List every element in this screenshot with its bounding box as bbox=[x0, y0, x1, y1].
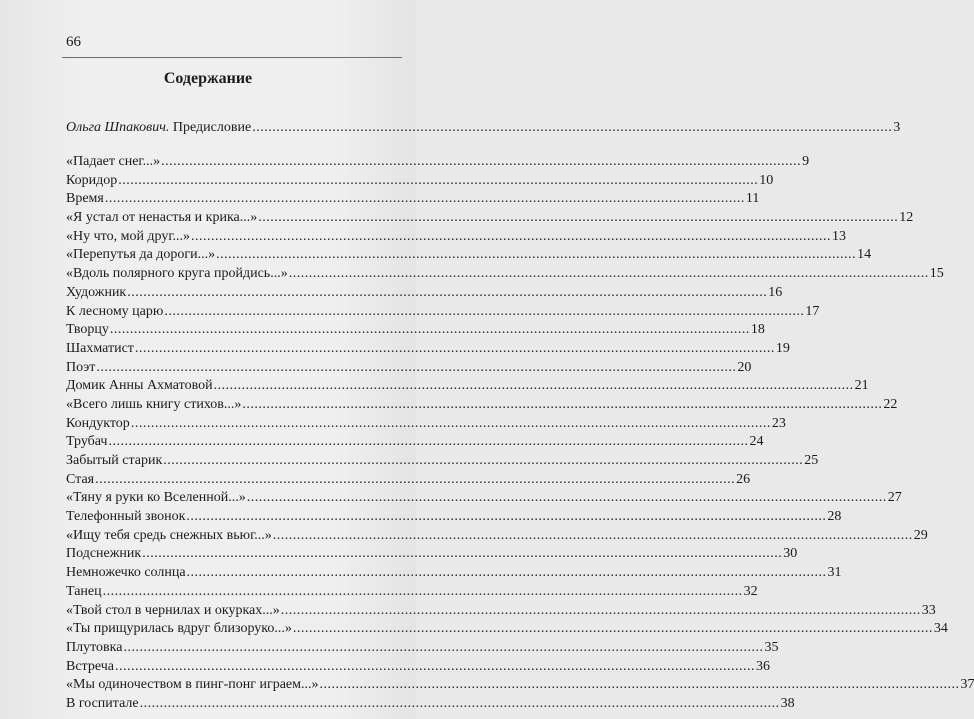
dot-leader: ................................................................................................................................................................ bbox=[123, 639, 764, 655]
contents-list bbox=[66, 154, 974, 715]
entry-page: 28 bbox=[827, 509, 842, 525]
entry-page: 35 bbox=[764, 639, 779, 655]
entry-title: «Я устал от ненастья и крика...» bbox=[66, 210, 258, 226]
entry-page: 17 bbox=[805, 303, 820, 319]
dot-leader: ................................................................................................................................................................ bbox=[258, 210, 899, 226]
contents-entry bbox=[66, 453, 819, 472]
contents-entry bbox=[66, 546, 798, 565]
entry-page: 37 bbox=[960, 677, 974, 693]
entry-title: Время bbox=[66, 191, 104, 207]
contents-entry bbox=[66, 565, 842, 584]
entry-title: «Вдоль полярного круга пройдись...» bbox=[66, 266, 288, 282]
contents-entry bbox=[66, 378, 869, 397]
entry-title: Телефонный звонок bbox=[66, 509, 186, 525]
entry-title: Художник bbox=[66, 284, 127, 300]
contents-entry bbox=[66, 359, 752, 379]
entry-page: 21 bbox=[854, 378, 869, 394]
dot-leader: ................................................................................................................................................................ bbox=[186, 509, 827, 525]
entry-title: «Твой стол в чернилах и окурках...» bbox=[66, 602, 280, 618]
entry-title: Творцу bbox=[66, 322, 109, 338]
preface-page: 3 bbox=[893, 120, 901, 135]
contents-entry bbox=[66, 509, 842, 528]
entry-page: 27 bbox=[887, 490, 902, 506]
dot-leader: ................................................................................................................................................................ bbox=[292, 621, 933, 637]
entry-title: В госпитале bbox=[66, 695, 139, 711]
dot-leader: ................................................................................................................................................................ bbox=[142, 546, 783, 562]
entry-page: 33 bbox=[921, 602, 936, 618]
entry-title: Стая bbox=[66, 471, 95, 487]
entry-title: Забытый старик bbox=[66, 453, 163, 468]
entry-page: 15 bbox=[929, 266, 944, 282]
entry-title: Шахматист bbox=[66, 340, 134, 356]
dot-leader: ................................................................................................................................................................ bbox=[191, 228, 832, 244]
page-number: 66 bbox=[66, 34, 81, 50]
entry-page: 18 bbox=[750, 322, 765, 338]
contents-entry bbox=[66, 695, 795, 715]
entry-page: 26 bbox=[736, 471, 751, 487]
entry-title: Плутовка bbox=[66, 639, 123, 655]
dot-leader: ................................................................................................................................................................ bbox=[288, 266, 929, 282]
dot-leader: ................................................................................................................................................................ bbox=[96, 359, 737, 375]
contents-entry bbox=[66, 322, 765, 341]
contents-entry bbox=[66, 415, 786, 435]
entry-page: 10 bbox=[759, 172, 774, 188]
dot-leader: ................................................................................................................................................................ bbox=[109, 322, 750, 338]
entry-title: «Падает снег...» bbox=[66, 154, 161, 169]
entry-page: 29 bbox=[913, 527, 928, 543]
entry-title: Встреча bbox=[66, 658, 114, 674]
dot-leader: ................................................................................................................................................................ bbox=[252, 120, 893, 135]
dot-leader: ................................................................................................................................................................ bbox=[246, 490, 887, 506]
preface-label: Предисловие bbox=[172, 120, 252, 135]
entry-page: 38 bbox=[780, 695, 795, 711]
contents-entry bbox=[66, 303, 820, 323]
contents-entry bbox=[66, 621, 948, 640]
dot-leader: ................................................................................................................................................................ bbox=[127, 284, 768, 300]
dot-leader: ................................................................................................................................................................ bbox=[319, 677, 960, 693]
entry-title: Трубач bbox=[66, 434, 108, 450]
contents-entry bbox=[66, 490, 902, 509]
entry-page: 31 bbox=[827, 565, 842, 581]
entry-page: 24 bbox=[749, 434, 764, 450]
contents-entry bbox=[66, 527, 928, 547]
contents-entry bbox=[66, 677, 974, 696]
entry-title: Поэт bbox=[66, 359, 96, 375]
dot-leader: ................................................................................................................................................................ bbox=[102, 583, 743, 599]
entry-page: 12 bbox=[899, 210, 914, 226]
entry-title: Танец bbox=[66, 583, 102, 599]
dot-leader: ................................................................................................................................................................ bbox=[280, 602, 921, 618]
dot-leader: ................................................................................................................................................................ bbox=[164, 303, 805, 319]
contents-entry bbox=[66, 247, 872, 266]
dot-leader: ................................................................................................................................................................ bbox=[104, 191, 745, 207]
entry-title: «Ищу тебя средь снежных вьюг...» bbox=[66, 527, 272, 543]
contents-entry bbox=[66, 583, 758, 603]
contents-entry bbox=[66, 210, 914, 229]
entry-title: Коридор bbox=[66, 172, 118, 188]
dot-leader: ................................................................................................................................................................ bbox=[213, 378, 854, 394]
header-rule bbox=[62, 57, 402, 58]
preface-entry bbox=[66, 120, 901, 140]
dot-leader: ................................................................................................................................................................ bbox=[272, 527, 913, 543]
dot-leader: ................................................................................................................................................................ bbox=[130, 415, 771, 431]
dot-leader: ................................................................................................................................................................ bbox=[186, 565, 827, 581]
entry-page: 11 bbox=[745, 191, 760, 207]
contents-entry bbox=[66, 191, 760, 210]
contents-entry bbox=[66, 172, 774, 192]
contents-entry bbox=[66, 658, 770, 678]
entry-title: Домик Анны Ахматовой bbox=[66, 378, 213, 394]
contents-entry bbox=[66, 266, 944, 285]
entry-title: «Тяну я руки ко Вселенной...» bbox=[66, 490, 246, 506]
entry-page: 20 bbox=[737, 359, 752, 375]
contents-entry bbox=[66, 471, 751, 491]
dot-leader: ................................................................................................................................................................ bbox=[118, 172, 759, 188]
contents-entry bbox=[66, 639, 779, 659]
entry-page: 23 bbox=[771, 415, 786, 431]
entry-title: «Ты прищурилась вдруг близоруко...» bbox=[66, 621, 292, 637]
contents-title: Содержание bbox=[163, 70, 253, 87]
contents-entry bbox=[66, 154, 810, 173]
entry-page: 34 bbox=[933, 621, 948, 637]
dot-leader: ................................................................................................................................................................ bbox=[134, 340, 775, 356]
entry-title: Кондуктор bbox=[66, 415, 130, 431]
entry-page: 9 bbox=[802, 154, 810, 169]
dot-leader: ................................................................................................................................................................ bbox=[139, 695, 780, 711]
dot-leader: ................................................................................................................................................................ bbox=[108, 434, 749, 450]
dot-leader: ................................................................................................................................................................ bbox=[95, 471, 736, 487]
entry-page: 32 bbox=[743, 583, 758, 599]
entry-page: 14 bbox=[857, 247, 872, 263]
contents-entry bbox=[66, 340, 790, 360]
dot-leader: ................................................................................................................................................................ bbox=[163, 453, 804, 468]
dot-leader: ................................................................................................................................................................ bbox=[161, 154, 802, 169]
entry-page: 22 bbox=[883, 396, 898, 412]
entry-page: 13 bbox=[832, 228, 847, 244]
preface-author: Ольга Шпакович. bbox=[66, 120, 170, 135]
entry-title: Подснежник bbox=[66, 546, 142, 562]
entry-title: «Всего лишь книгу стихов...» bbox=[66, 396, 242, 412]
entry-page: 30 bbox=[783, 546, 798, 562]
contents-entry bbox=[66, 434, 764, 453]
contents-entry bbox=[66, 396, 898, 416]
entry-page: 16 bbox=[768, 284, 783, 300]
entry-title: «Перепутья да дороги...» bbox=[66, 247, 216, 263]
contents-entry bbox=[66, 602, 936, 622]
entry-title: К лесному царю bbox=[66, 303, 164, 319]
entry-page: 36 bbox=[755, 658, 770, 674]
entry-title: «Мы одиночеством в пинг-понг играем...» bbox=[66, 677, 319, 693]
entry-title: «Ну что, мой друг...» bbox=[66, 228, 191, 244]
contents-entry bbox=[66, 284, 783, 304]
dot-leader: ................................................................................................................................................................ bbox=[216, 247, 857, 263]
entry-page: 25 bbox=[804, 453, 819, 468]
contents-entry bbox=[66, 228, 847, 248]
entry-title: Немножечко солнца bbox=[66, 565, 186, 581]
dot-leader: ................................................................................................................................................................ bbox=[242, 396, 883, 412]
dot-leader: ................................................................................................................................................................ bbox=[114, 658, 755, 674]
entry-page: 19 bbox=[775, 340, 790, 356]
